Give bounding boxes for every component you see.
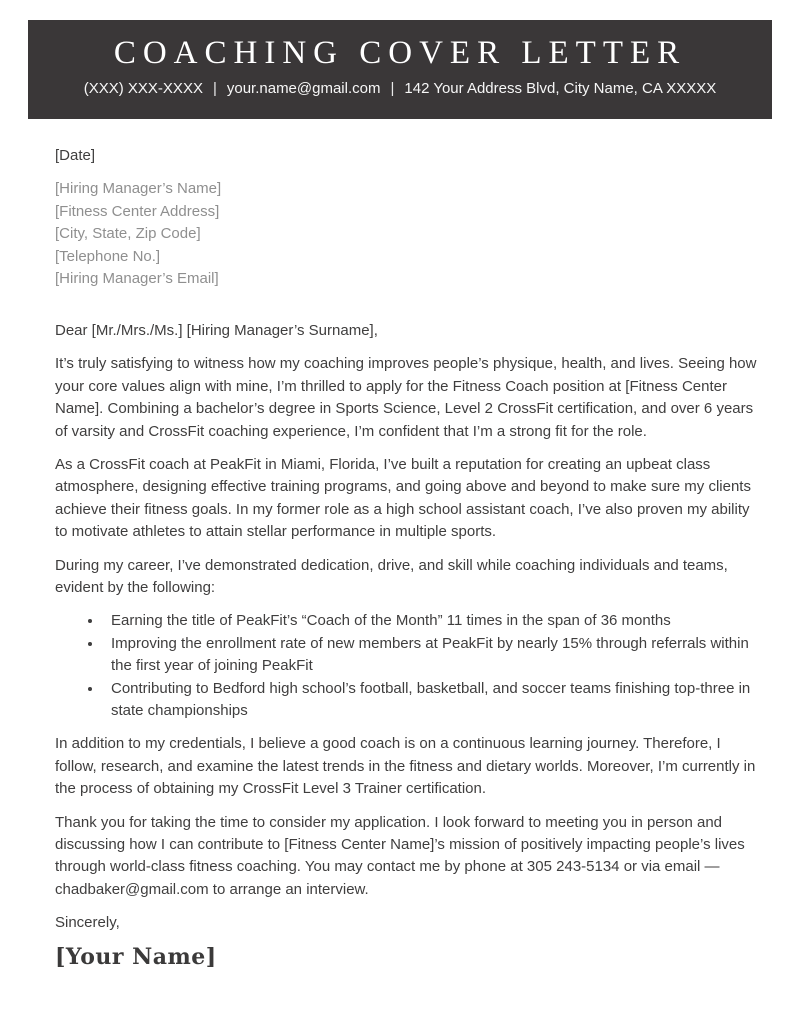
letter-body	[0, 119, 800, 968]
page-title: COACHING COVER LETTER	[113, 35, 687, 71]
contact-phone: (XXX) XXX-XXXX	[83, 80, 203, 98]
achievement-item: • Earning the title of PeakFit’s “Coach of the Month” 11 times in the span of 36 months	[103, 610, 758, 632]
achievement-item: • Improving the enrollment rate of new members at PeakFit by nearly 15% through referrals within the first year of joining PeakFit	[103, 633, 758, 678]
body-paragraph: During my career, I’ve demonstrated dedication, drive, and skill while coaching individuals and teams, evident by the following:	[55, 556, 728, 596]
recipient-line: [City, State, Zip Code]	[55, 225, 201, 243]
contact-separator: |	[390, 80, 395, 98]
header-contact-line	[28, 80, 772, 97]
recipient-line: [Fitness Center Address]	[55, 202, 220, 220]
recipient-line: [Hiring Manager’s Email]	[55, 270, 219, 288]
body-paragraph: In addition to my credentials, I believe a good coach is on a continuous learning journey. Therefore, I follow, research, and examine the latest trends in the fitness and dietary worlds. Moreover, I’m currently in the process of obtaining my CrossFit Level 3 Trainer certification.	[55, 735, 756, 798]
recipient-line: [Telephone No.]	[55, 247, 161, 265]
contact-address: 142 Your Address Blvd, City Name, CA XXXXX	[404, 80, 717, 98]
body-paragraph: As a CrossFit coach at PeakFit in Miami, Florida, I’ve built a reputation for creating an upbeat class atmosphere, designing effective training programs, and going above and beyond to make sure my clients achieve their fitness goals. In my former role as a high school assistant coach, I’ve also proven my ability to motivate athletes to attain stellar performance in multiple sports.	[55, 455, 751, 541]
signature-placeholder: [Your Name]	[55, 943, 217, 970]
achievement-item: • Contributing to Bedford high school’s football, basketball, and soccer teams finishing top-three in state championships	[103, 678, 758, 723]
closing: Sincerely,	[55, 914, 120, 932]
recipient-line: [Hiring Manager’s Name]	[55, 180, 222, 198]
contact-separator: |	[212, 80, 217, 98]
body-paragraph: It’s truly satisfying to witness how my coaching improves people’s physique, health, and lives. Seeing how your core values align with mine, I’m thrilled to apply for the Fitness Coach position at [Fitness Center Name]. Combining a bachelor’s degree in Sports Science, Level 2 CrossFit certification, and over 6 years of varsity and CrossFit coaching experience, I’m confident that I’m a strong fit for the role.	[55, 355, 757, 440]
salutation: Dear [Mr./Mrs./Ms.] [Hiring Manager’s Surname],	[55, 321, 378, 339]
recipient-block	[55, 178, 758, 291]
letter-header	[28, 20, 772, 119]
achievement-list	[55, 610, 758, 722]
date-placeholder: [Date]	[55, 147, 96, 164]
body-paragraph: Thank you for taking the time to consider my application. I look forward to meeting you in person and discussing how I can contribute to [Fitness Center Name]’s mission of positively impacting people’s lives through world-class fitness coaching. You may contact me by phone at 305 243-5134 or via email — chadbaker@gmail.com to arrange an interview.	[55, 813, 745, 898]
contact-email: your.name@gmail.com	[226, 80, 381, 98]
